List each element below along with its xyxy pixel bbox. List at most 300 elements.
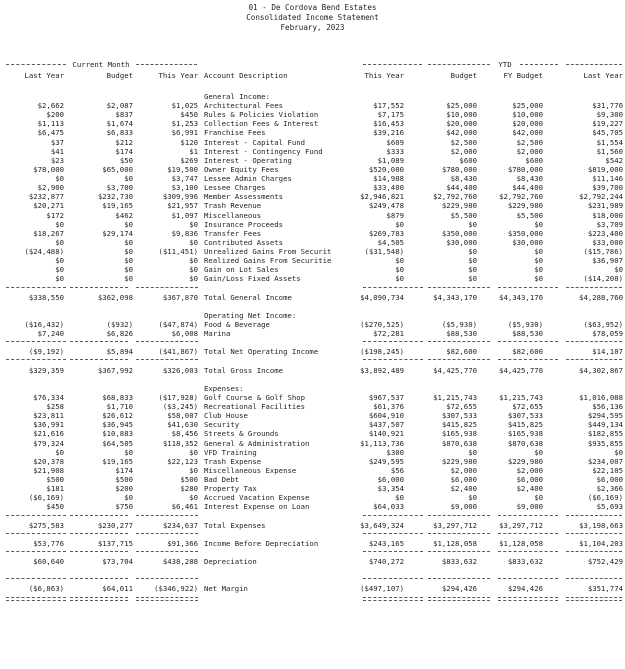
ytd-rule-b bbox=[428, 64, 490, 65]
cell-fy-budget: $0 bbox=[534, 247, 543, 257]
cell-description: Total Gross Income bbox=[204, 365, 284, 375]
cell-ytd-budget: $20,000 bbox=[446, 119, 477, 129]
statement-row bbox=[0, 274, 625, 283]
double-underline bbox=[566, 597, 622, 601]
cell-description: Interest - Capital Fund bbox=[204, 137, 306, 147]
cell-ytd-this-year: $0 bbox=[395, 256, 404, 266]
cell-fy-budget: $600 bbox=[525, 155, 543, 165]
statement-row bbox=[0, 165, 625, 174]
cell-fy-budget: $2,000 bbox=[516, 465, 543, 475]
cell-ytd-budget: $0 bbox=[468, 493, 477, 503]
statement-row bbox=[0, 521, 625, 530]
cell-fy-budget: $25,000 bbox=[512, 101, 543, 111]
cell-last-year: $53,776 bbox=[33, 538, 64, 548]
cell-ytd-last-year: $1,554 bbox=[596, 137, 623, 147]
subtotal-rule bbox=[566, 359, 622, 360]
cell-this-year: $0 bbox=[189, 465, 198, 475]
statement-row bbox=[0, 220, 625, 229]
col-ytd-this-year: This Year bbox=[364, 71, 404, 80]
cell-ytd-budget: $0 bbox=[468, 219, 477, 229]
cell-budget: $137,715 bbox=[97, 538, 133, 548]
cell-last-year: ($24,488) bbox=[24, 247, 64, 257]
cell-fy-budget: $9,000 bbox=[516, 502, 543, 512]
cell-last-year: $0 bbox=[55, 265, 64, 275]
cell-fy-budget: $8,430 bbox=[516, 174, 543, 184]
statement-row bbox=[0, 539, 625, 548]
cell-ytd-budget: $2,792,760 bbox=[433, 192, 477, 202]
cell-ytd-last-year: $0 bbox=[614, 265, 623, 275]
statement-row bbox=[0, 402, 625, 411]
report-title: Consolidated Income Statement bbox=[246, 13, 379, 22]
subtotal-rule bbox=[70, 551, 128, 552]
cell-last-year: $450 bbox=[46, 502, 64, 512]
cell-budget: $462 bbox=[115, 210, 133, 220]
cell-fy-budget: $0 bbox=[534, 265, 543, 275]
subtotal-rule bbox=[428, 533, 490, 534]
cell-description: Bad Debt bbox=[204, 475, 240, 485]
subtotal-rule bbox=[428, 359, 490, 360]
cell-ytd-budget: $165,938 bbox=[441, 429, 477, 439]
cell-last-year: $78,000 bbox=[33, 164, 64, 174]
cell-this-year: $120 bbox=[180, 137, 198, 147]
subtotal-rule bbox=[363, 551, 423, 552]
cell-fy-budget: $350,000 bbox=[507, 228, 543, 238]
cell-this-year: $234,637 bbox=[162, 520, 198, 530]
cell-ytd-last-year: ($6,169) bbox=[587, 493, 623, 503]
statement-row bbox=[0, 293, 625, 302]
cell-description: Interest - Operating bbox=[204, 155, 292, 165]
statement-row bbox=[0, 183, 625, 192]
cell-budget: $1,674 bbox=[106, 119, 133, 129]
subtotal-rule bbox=[363, 359, 423, 360]
subtotal-rule bbox=[363, 533, 423, 534]
cell-budget: ($932) bbox=[106, 320, 133, 329]
subtotal-rule bbox=[70, 359, 128, 360]
subtotal-rule bbox=[428, 287, 490, 288]
cell-description: Member Assessments bbox=[204, 192, 284, 202]
cell-budget: $232,730 bbox=[97, 192, 133, 202]
cell-last-year: $76,334 bbox=[33, 392, 64, 402]
cell-last-year: $18,267 bbox=[33, 228, 64, 238]
cell-ytd-this-year: $16,453 bbox=[373, 119, 404, 129]
cell-description: Contributed Assets bbox=[204, 237, 284, 247]
cell-ytd-last-year: $935,855 bbox=[587, 438, 623, 448]
cell-last-year: $6,475 bbox=[37, 128, 64, 138]
subtotal-rule bbox=[363, 578, 423, 579]
cell-budget: $10,883 bbox=[102, 429, 133, 439]
statement-row bbox=[0, 466, 625, 475]
cell-ytd-last-year: $223,400 bbox=[587, 228, 623, 238]
cell-ytd-last-year: $3,709 bbox=[596, 219, 623, 229]
cell-budget: $0 bbox=[124, 274, 133, 284]
cell-this-year: $367,870 bbox=[162, 292, 198, 302]
statement-row bbox=[0, 584, 625, 593]
cell-budget: $0 bbox=[124, 256, 133, 266]
cell-ytd-budget: $0 bbox=[468, 265, 477, 275]
cell-ytd-budget: ($5,930) bbox=[441, 320, 477, 329]
cell-fy-budget: $294,426 bbox=[507, 584, 543, 594]
cell-ytd-this-year: $4,090,734 bbox=[360, 292, 404, 302]
cell-ytd-last-year: $351,774 bbox=[587, 584, 623, 594]
cell-ytd-this-year: $740,272 bbox=[368, 557, 404, 567]
cell-budget: $0 bbox=[124, 219, 133, 229]
cell-last-year: $275,583 bbox=[28, 520, 64, 530]
cell-description: Gain/Loss Fixed Assets bbox=[204, 274, 301, 284]
cell-ytd-this-year: ($497,107) bbox=[360, 584, 404, 594]
cell-this-year: $91,366 bbox=[167, 538, 198, 548]
cell-description: Trash Expense bbox=[204, 456, 262, 466]
subtotal-rule bbox=[6, 533, 66, 534]
cell-description: Gain on Lot Sales bbox=[204, 265, 279, 275]
cell-last-year: $0 bbox=[55, 447, 64, 457]
cell-fy-budget: $30,000 bbox=[512, 237, 543, 247]
cell-ytd-budget: $415,825 bbox=[441, 420, 477, 430]
report-period: February, 2023 bbox=[280, 23, 345, 32]
cell-fy-budget: $0 bbox=[534, 447, 543, 457]
cell-this-year: ($41,867) bbox=[158, 347, 198, 357]
cell-last-year: ($6,169) bbox=[28, 493, 64, 503]
cell-ytd-budget: $780,000 bbox=[441, 164, 477, 174]
cell-last-year: $37 bbox=[50, 137, 64, 147]
cell-ytd-this-year: $72,281 bbox=[373, 329, 404, 339]
cell-description: Recreational Facilities bbox=[204, 402, 306, 412]
double-underline bbox=[136, 597, 198, 601]
cell-budget: $750 bbox=[115, 502, 133, 512]
cell-budget: $174 bbox=[115, 465, 133, 475]
cell-ytd-last-year: $56,136 bbox=[592, 402, 623, 412]
cell-this-year: $500 bbox=[180, 475, 198, 485]
cell-description: Interest - Contingency Fund bbox=[204, 146, 323, 156]
cell-this-year: $0 bbox=[189, 493, 198, 503]
cell-this-year: $3,100 bbox=[171, 183, 198, 193]
cell-ytd-budget: $4,425,770 bbox=[433, 365, 477, 375]
col-ytd-last-year: Last Year bbox=[583, 71, 623, 80]
cell-ytd-this-year: $0 bbox=[395, 493, 404, 503]
cell-budget: $0 bbox=[124, 237, 133, 247]
cell-description: Lessee Charges bbox=[204, 183, 266, 193]
cell-this-year: $9,836 bbox=[171, 228, 198, 238]
cell-description: Interest Expense on Loan bbox=[204, 502, 310, 512]
cell-ytd-last-year: $294,595 bbox=[587, 411, 623, 421]
cell-ytd-this-year: $4,505 bbox=[377, 237, 404, 247]
cell-ytd-last-year: $234,007 bbox=[587, 456, 623, 466]
cell-last-year: ($16,432) bbox=[24, 320, 64, 329]
cell-ytd-last-year: $78,059 bbox=[592, 329, 623, 339]
cell-budget: $36,945 bbox=[102, 420, 133, 430]
cell-ytd-budget: $82,600 bbox=[446, 347, 477, 357]
cell-this-year: $0 bbox=[189, 447, 198, 457]
cell-last-year: ($6,863) bbox=[28, 584, 64, 594]
statement-row bbox=[0, 192, 625, 201]
cell-ytd-budget: $1,215,743 bbox=[433, 392, 477, 402]
cell-description: Franchise Fees bbox=[204, 128, 266, 138]
subtotal-rule bbox=[363, 341, 423, 342]
cell-ytd-budget: $42,000 bbox=[446, 128, 477, 138]
cell-budget: $6,833 bbox=[106, 128, 133, 138]
statement-row bbox=[0, 256, 625, 265]
cell-last-year: $200 bbox=[46, 110, 64, 120]
cell-budget: $230,277 bbox=[97, 520, 133, 530]
cell-ytd-budget: $6,000 bbox=[450, 475, 477, 485]
cell-ytd-last-year: $1,016,088 bbox=[579, 392, 623, 402]
cell-fy-budget: $165,938 bbox=[507, 429, 543, 439]
cell-budget: $19,165 bbox=[102, 201, 133, 211]
cell-fy-budget: $0 bbox=[534, 256, 543, 266]
cell-fy-budget: $307,533 bbox=[507, 411, 543, 421]
cell-ytd-this-year: $6,000 bbox=[377, 475, 404, 485]
cell-last-year: $500 bbox=[46, 475, 64, 485]
cell-last-year: $0 bbox=[55, 219, 64, 229]
cell-fy-budget: $1,215,743 bbox=[499, 392, 543, 402]
cell-ytd-this-year: $333 bbox=[386, 146, 404, 156]
cell-ytd-budget: $833,632 bbox=[441, 557, 477, 567]
cell-fy-budget: $780,000 bbox=[507, 164, 543, 174]
cell-description: Realized Gains From Securitie bbox=[204, 256, 332, 266]
cell-description: Miscellaneous bbox=[204, 210, 262, 220]
cell-description: Architectural Fees bbox=[204, 101, 284, 111]
statement-row bbox=[0, 229, 625, 238]
cell-ytd-this-year: $520,000 bbox=[368, 164, 404, 174]
cell-this-year: $21,957 bbox=[167, 201, 198, 211]
statement-row bbox=[0, 174, 625, 183]
cell-ytd-this-year: $14,988 bbox=[373, 174, 404, 184]
cell-ytd-last-year: $4,288,760 bbox=[579, 292, 623, 302]
cell-last-year: $41 bbox=[50, 146, 64, 156]
cell-ytd-this-year: $140,921 bbox=[368, 429, 404, 439]
cell-description: Total Net Operating Income bbox=[204, 347, 319, 357]
cell-ytd-last-year: $182,855 bbox=[587, 429, 623, 439]
cell-this-year: $309,996 bbox=[162, 192, 198, 202]
cell-ytd-this-year: $609 bbox=[386, 137, 404, 147]
cell-description: Net Margin bbox=[204, 584, 248, 594]
cell-ytd-budget: $294,426 bbox=[441, 584, 477, 594]
cell-budget: $837 bbox=[115, 110, 133, 120]
cell-ytd-this-year: $243,165 bbox=[368, 538, 404, 548]
cell-last-year: $329,359 bbox=[28, 365, 64, 375]
cell-description: Insurance Proceeds bbox=[204, 219, 284, 229]
column-header-row bbox=[0, 71, 625, 80]
cell-ytd-this-year: $7,175 bbox=[377, 110, 404, 120]
subtotal-rule bbox=[70, 341, 128, 342]
statement-row bbox=[0, 110, 625, 119]
statement-row bbox=[0, 265, 625, 274]
cell-ytd-budget: $4,343,170 bbox=[433, 292, 477, 302]
cell-this-year: $0 bbox=[189, 237, 198, 247]
cell-ytd-this-year: $604,910 bbox=[368, 411, 404, 421]
statement-row bbox=[0, 439, 625, 448]
cell-fy-budget: $10,000 bbox=[512, 110, 543, 120]
cell-this-year: $6,008 bbox=[171, 329, 198, 339]
subtotal-rule bbox=[498, 341, 558, 342]
subtotal-rule bbox=[70, 287, 128, 288]
statement-row bbox=[0, 329, 625, 338]
cell-ytd-budget: $0 bbox=[468, 274, 477, 284]
cell-fy-budget: $0 bbox=[534, 219, 543, 229]
cell-fy-budget: $2,500 bbox=[516, 137, 543, 147]
statement-row bbox=[0, 320, 625, 329]
cell-fy-budget: $2,000 bbox=[516, 146, 543, 156]
cell-fy-budget: $42,000 bbox=[512, 128, 543, 138]
cell-description: General & Administration bbox=[204, 438, 310, 448]
statement-row bbox=[0, 247, 625, 256]
cell-ytd-this-year: $3,649,324 bbox=[360, 520, 404, 530]
cell-this-year: $450 bbox=[180, 110, 198, 120]
cell-last-year: $21,908 bbox=[33, 465, 64, 475]
cell-ytd-last-year: $45,705 bbox=[592, 128, 623, 138]
cell-this-year: $118,352 bbox=[162, 438, 198, 448]
col-account-description: Account Description bbox=[204, 71, 288, 80]
statement-row bbox=[0, 457, 625, 466]
subtotal-rule bbox=[6, 287, 66, 288]
subtotal-rule bbox=[566, 287, 622, 288]
cell-fy-budget: $2,792,760 bbox=[499, 192, 543, 202]
cell-budget: $200 bbox=[115, 484, 133, 494]
cell-fy-budget: $1,128,058 bbox=[499, 538, 543, 548]
col-budget: Budget bbox=[106, 71, 133, 80]
cell-description: Club House bbox=[204, 411, 248, 421]
cell-ytd-budget: $1,128,058 bbox=[433, 538, 477, 548]
cell-budget: $3,700 bbox=[106, 183, 133, 193]
cell-fy-budget: $415,825 bbox=[507, 420, 543, 430]
cell-this-year: $58,007 bbox=[167, 411, 198, 421]
col-last-year: Last Year bbox=[24, 71, 64, 80]
cell-ytd-budget: $0 bbox=[468, 256, 477, 266]
cell-fy-budget: $3,297,712 bbox=[499, 520, 543, 530]
cell-budget: $29,174 bbox=[102, 228, 133, 238]
current-month-rule-left bbox=[6, 64, 66, 65]
cell-this-year: $0 bbox=[189, 265, 198, 275]
cell-this-year: ($346,922) bbox=[154, 584, 198, 594]
cell-ytd-budget: $88,530 bbox=[446, 329, 477, 339]
subtotal-rule bbox=[136, 515, 198, 516]
cell-this-year: $6,991 bbox=[171, 128, 198, 138]
cell-ytd-last-year: $0 bbox=[614, 447, 623, 457]
cell-last-year: $20,271 bbox=[33, 201, 64, 211]
cell-last-year: $23 bbox=[50, 155, 64, 165]
section-heading-label: General Income: bbox=[204, 92, 270, 101]
cell-budget: $1,710 bbox=[106, 402, 133, 412]
cell-ytd-this-year: $249,595 bbox=[368, 456, 404, 466]
cell-budget: $0 bbox=[124, 247, 133, 257]
cell-description: Owner Equity Fees bbox=[204, 164, 279, 174]
cell-last-year: $338,550 bbox=[28, 292, 64, 302]
cell-this-year: $8,456 bbox=[171, 429, 198, 439]
cell-ytd-last-year: $18,000 bbox=[592, 210, 623, 220]
cell-ytd-this-year: $39,216 bbox=[373, 128, 404, 138]
cell-last-year: $36,991 bbox=[33, 420, 64, 430]
cell-description: Marina bbox=[204, 329, 231, 339]
cell-ytd-budget: $2,000 bbox=[450, 465, 477, 475]
cell-ytd-last-year: $6,000 bbox=[596, 475, 623, 485]
cell-ytd-budget: $870,638 bbox=[441, 438, 477, 448]
cell-ytd-last-year: $231,989 bbox=[587, 201, 623, 211]
cell-ytd-this-year: $1,113,736 bbox=[360, 438, 404, 448]
cell-ytd-budget: $0 bbox=[468, 447, 477, 457]
section-heading bbox=[0, 384, 625, 393]
subtotal-rule bbox=[498, 578, 558, 579]
ytd-rule-d bbox=[566, 64, 622, 65]
subtotal-rule bbox=[566, 533, 622, 534]
cell-ytd-last-year: $19,227 bbox=[592, 119, 623, 129]
cell-ytd-last-year: $33,000 bbox=[592, 237, 623, 247]
cell-budget: $362,098 bbox=[97, 292, 133, 302]
cell-ytd-budget: $600 bbox=[459, 155, 477, 165]
cell-ytd-this-year: $0 bbox=[395, 219, 404, 229]
cell-ytd-this-year: ($198,245) bbox=[360, 347, 404, 357]
cell-budget: $367,992 bbox=[97, 365, 133, 375]
cell-ytd-this-year: $56 bbox=[390, 465, 404, 475]
cell-ytd-this-year: $2,946,821 bbox=[360, 192, 404, 202]
cell-this-year: $3,747 bbox=[171, 174, 198, 184]
cell-ytd-last-year: $3,198,663 bbox=[579, 520, 623, 530]
cell-this-year: $6,461 bbox=[171, 502, 198, 512]
statement-row bbox=[0, 347, 625, 356]
cell-ytd-last-year: $449,134 bbox=[587, 420, 623, 430]
cell-ytd-last-year: ($14,208) bbox=[583, 274, 623, 284]
cell-ytd-last-year: $4,302,867 bbox=[579, 365, 623, 375]
statement-row bbox=[0, 366, 625, 375]
statement-row bbox=[0, 238, 625, 247]
cell-ytd-budget: $229,980 bbox=[441, 456, 477, 466]
cell-ytd-last-year: $9,300 bbox=[596, 110, 623, 120]
cell-last-year: $0 bbox=[55, 237, 64, 247]
cell-description: Depreciation bbox=[204, 557, 257, 567]
cell-this-year: ($17,928) bbox=[158, 392, 198, 402]
cell-budget: $500 bbox=[115, 475, 133, 485]
cell-this-year: $0 bbox=[189, 219, 198, 229]
cell-last-year: $181 bbox=[46, 484, 64, 494]
subtotal-rule bbox=[566, 341, 622, 342]
cell-ytd-last-year: $39,700 bbox=[592, 183, 623, 193]
cell-ytd-budget: $229,980 bbox=[441, 201, 477, 211]
cell-ytd-this-year: $269,783 bbox=[368, 228, 404, 238]
cell-fy-budget: $229,980 bbox=[507, 456, 543, 466]
cell-last-year: $2,900 bbox=[37, 183, 64, 193]
subtotal-rule bbox=[498, 533, 558, 534]
cell-this-year: ($3,245) bbox=[162, 402, 198, 412]
cell-budget: $5,894 bbox=[106, 347, 133, 357]
cell-description: Collection Fees & Interest bbox=[204, 119, 319, 129]
double-underline bbox=[6, 597, 66, 601]
subtotal-rule bbox=[363, 287, 423, 288]
cell-ytd-this-year: $300 bbox=[386, 447, 404, 457]
ytd-group-label: YTD bbox=[498, 60, 512, 69]
cell-last-year: $258 bbox=[46, 402, 64, 412]
cell-ytd-last-year: $1,104,203 bbox=[579, 538, 623, 548]
cell-ytd-budget: $44,400 bbox=[446, 183, 477, 193]
statement-row bbox=[0, 147, 625, 156]
cell-ytd-budget: $307,533 bbox=[441, 411, 477, 421]
cell-budget: $64,011 bbox=[102, 584, 133, 594]
cell-fy-budget: $229,980 bbox=[507, 201, 543, 211]
cell-last-year: $1,113 bbox=[37, 119, 64, 129]
cell-fy-budget: $870,638 bbox=[507, 438, 543, 448]
cell-description: Unrealized Gains From Securit bbox=[204, 247, 332, 257]
statement-row bbox=[0, 484, 625, 493]
cell-ytd-last-year: $1,560 bbox=[596, 146, 623, 156]
subtotal-rule bbox=[6, 515, 66, 516]
cell-ytd-this-year: $3,354 bbox=[377, 484, 404, 494]
cell-budget: $19,165 bbox=[102, 456, 133, 466]
subtotal-rule bbox=[136, 341, 198, 342]
cell-ytd-this-year: $879 bbox=[386, 210, 404, 220]
cell-ytd-last-year: $11,146 bbox=[592, 174, 623, 184]
cell-this-year: $280 bbox=[180, 484, 198, 494]
cell-ytd-budget: $350,000 bbox=[441, 228, 477, 238]
cell-ytd-last-year: $31,770 bbox=[592, 101, 623, 111]
statement-row bbox=[0, 493, 625, 502]
subtotal-rule bbox=[498, 287, 558, 288]
